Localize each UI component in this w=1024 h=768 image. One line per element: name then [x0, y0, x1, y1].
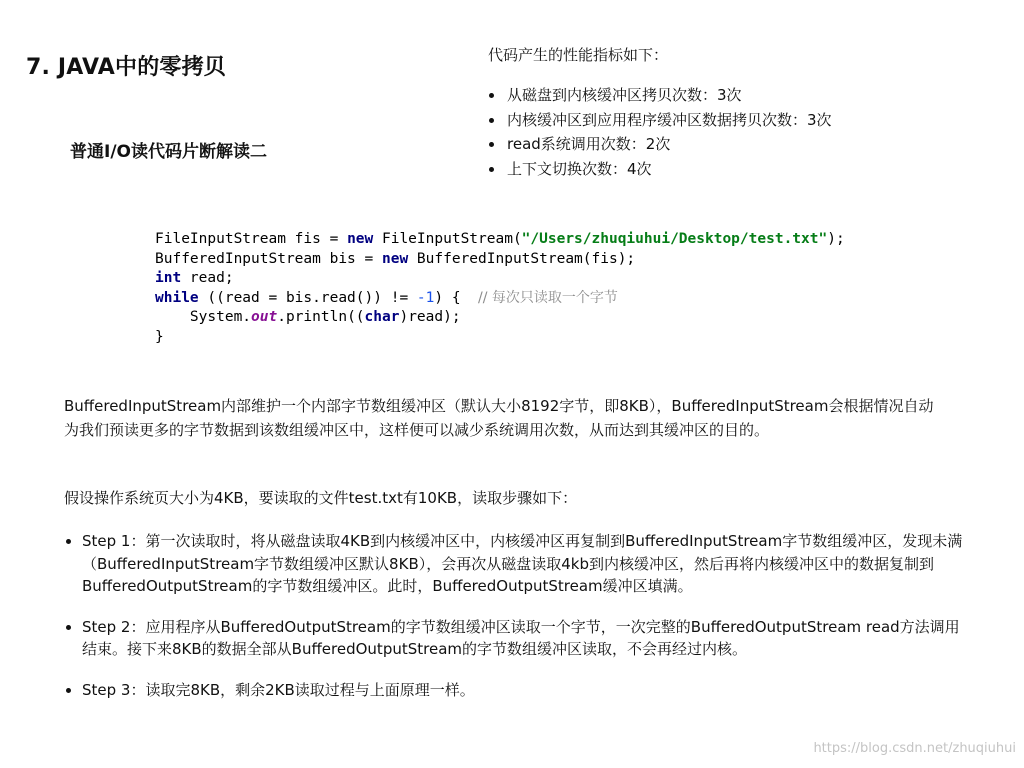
- metrics-item: read系统调用次数：2次: [488, 132, 1008, 157]
- description-paragraph: BufferedInputStream内部维护一个内部字节数组缓冲区（默认大小8192字节，即8KB），BufferedInputStream会根据情况自动为我们预读更多的字节数据到该数组缓冲区中，这样便可以减少系统调用次数，从而达到其缓冲区的目的。: [64, 397, 934, 439]
- code-line-6: }: [155, 328, 164, 345]
- step-item: Step 2：应用程序从BufferedOutputStream的字节数组缓冲区读取一个字节，一次完整的BufferedOutputStream read方法调用结束。接下来8KB的数据全部从BufferedOutputStream的字节数组缓冲区读取，不会再经过内核。: [82, 616, 972, 661]
- code-line-5: System.out.println((char)read);: [189, 309, 461, 326]
- step-item: Step 3：读取完8KB，剩余2KB读取过程与上面原理一样。: [82, 679, 972, 702]
- code-snippet: [155, 230, 845, 348]
- section-subtitle: 普通I/O读代码片断解读二: [70, 142, 267, 162]
- metrics-heading: 代码产生的性能指标如下：: [488, 46, 669, 64]
- metrics-list: [488, 83, 1008, 181]
- watermark: https://blog.csdn.net/zhuqiuhui: [813, 741, 1016, 756]
- slide-title: 7. JAVA中的零拷贝: [26, 55, 227, 80]
- performance-metrics: [488, 44, 1008, 181]
- metrics-item: 从磁盘到内核缓冲区拷贝次数：3次: [488, 83, 1008, 108]
- code-line-3: int read;: [155, 270, 234, 287]
- code-comment: // 每次只读取一个字节: [478, 289, 618, 306]
- code-line-4: while ((read = bis.read()) != -1) { // 每次只读取一个字节: [155, 289, 618, 306]
- metrics-item: 内核缓冲区到应用程序缓冲区数据拷贝次数：3次: [488, 108, 1008, 133]
- code-line-1: FileInputStream fis = new FileInputStream("/Users/zhuqiuhui/Desktop/test.txt");: [155, 231, 845, 247]
- code-line-2: BufferedInputStream bis = new BufferedInputStream(fis);: [155, 250, 636, 267]
- metrics-item: 上下文切换次数：4次: [488, 157, 1008, 182]
- steps-list: [82, 530, 972, 719]
- assumption-paragraph: 假设操作系统页大小为4KB，要读取的文件test.txt有10KB，读取步骤如下：: [64, 489, 578, 507]
- step-item: Step 1：第一次读取时，将从磁盘读取4KB到内核缓冲区中，内核缓冲区再复制到BufferedInputStream字节数组缓冲区，发现未满（BufferedInputStream字节数组缓冲区默认8KB），会再次从磁盘读取4kb到内核缓冲区，然后再将内核缓冲区中的数据复制到BufferedOutputStream的字节数组缓冲区。此时，BufferedOutputStream缓冲区填满。: [82, 530, 972, 598]
